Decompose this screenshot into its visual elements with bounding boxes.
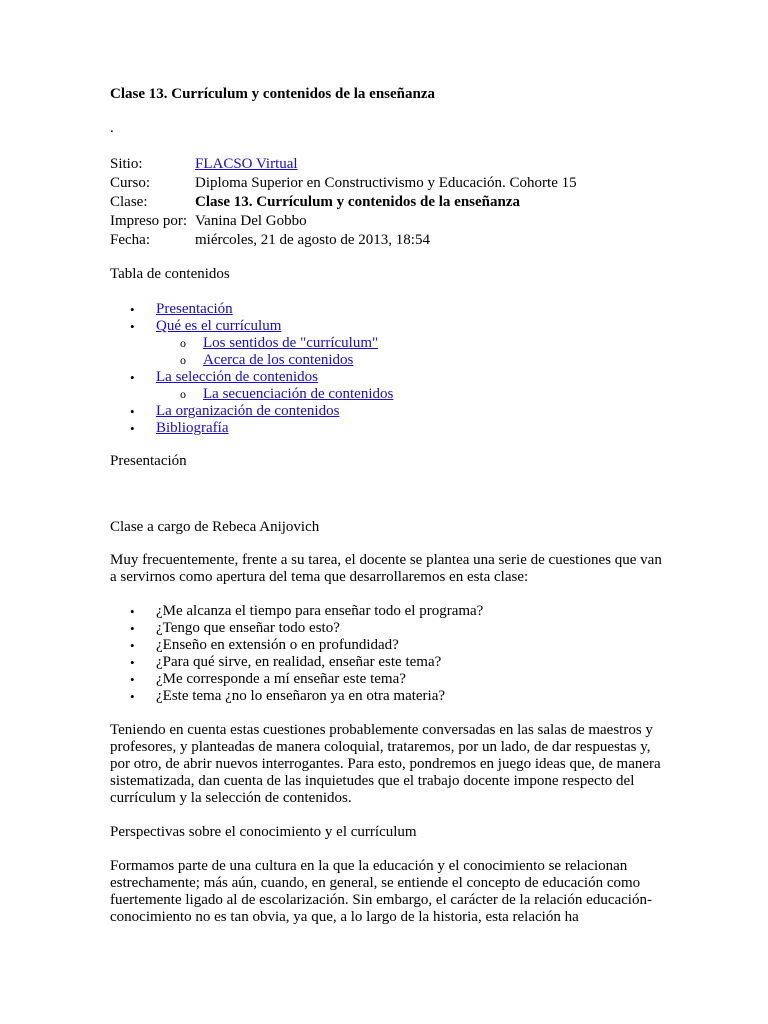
toc-link-que-es-el-curriculum[interactable]: Qué es el currículum: [156, 318, 282, 334]
meta-value: Diploma Superior en Constructivismo y Educación. Cohorte 15: [195, 175, 577, 191]
meta-value: [195, 155, 577, 174]
toc-item: [110, 403, 670, 420]
meta-row-fecha: [110, 231, 577, 250]
list-item: • ¿Tengo que enseñar todo esto?: [110, 620, 670, 637]
toc-heading: Tabla de contenidos: [110, 266, 230, 282]
toc-link-bibliografia[interactable]: Bibliografía: [156, 420, 229, 436]
list-item: • ¿Enseño en extensión o en profundidad?: [110, 637, 670, 654]
meta-key: Clase:: [110, 194, 148, 210]
section-heading-presentacion: Presentación: [110, 453, 187, 469]
meta-row-clase: [110, 193, 577, 212]
intro-paragraph: Muy frecuentemente, frente a su tarea, el docente se plantea una serie de cuestiones que van a servirnos como apertura del tema que desarrollaremos en esta clase:: [110, 552, 662, 585]
toc-link-presentacion[interactable]: Presentación: [156, 301, 233, 317]
meta-key: Sitio:: [110, 156, 143, 172]
site-link[interactable]: FLACSO Virtual: [195, 156, 298, 172]
toc-link-los-sentidos[interactable]: Los sentidos de "currículum": [203, 335, 379, 351]
toc-item: [110, 318, 670, 335]
question-list: [110, 603, 670, 705]
meta-value: Clase 13. Currículum y contenidos de la enseñanza: [195, 194, 521, 210]
meta-key: Impreso por:: [110, 213, 188, 229]
toc-item: [110, 369, 670, 386]
toc-item: [110, 301, 670, 318]
list-item: • ¿Este tema ¿no lo enseñaron ya en otra materia?: [110, 688, 670, 705]
list-item: • ¿Para qué sirve, en realidad, enseñar este tema?: [110, 654, 670, 671]
toc-link-la-organizacion[interactable]: La organización de contenidos: [156, 403, 340, 419]
separator-dot: .: [110, 120, 114, 136]
meta-value: miércoles, 21 de agosto de 2013, 18:54: [195, 232, 430, 248]
body-paragraph: Teniendo en cuenta estas cuestiones probablemente conversadas en las salas de maestros y profesores, y planteadas de manera coloquial, trataremos, por un lado, de dar respuestas y, por otro, de abrir nuevos interrogantes. Para esto, pondremos en juego ideas que, de manera sistematizada, dan cuenta de las inquietudes que el trabajo docente impone respecto del currículum y la selección de contenidos.: [110, 722, 661, 806]
print-metadata-table: [110, 155, 577, 250]
meta-row-impreso: [110, 212, 577, 231]
document-title: Clase 13. Currículum y contenidos de la enseñanza: [110, 86, 436, 102]
document-page: [110, 84, 670, 926]
toc-link-acerca-de-los-contenidos[interactable]: Acerca de los contenidos: [203, 352, 354, 368]
toc-item: [110, 420, 670, 437]
list-item: • ¿Me corresponde a mí enseñar este tema?: [110, 671, 670, 688]
class-author-line: Clase a cargo de Rebeca Anijovich: [110, 519, 320, 535]
section-heading-perspectivas: Perspectivas sobre el conocimiento y el currículum: [110, 824, 417, 840]
meta-value: Vanina Del Gobbo: [195, 213, 307, 229]
list-item: • ¿Me alcanza el tiempo para enseñar todo el programa?: [110, 603, 670, 620]
meta-key: Curso:: [110, 175, 151, 191]
toc-subitem: [110, 352, 670, 369]
toc-subitem: [110, 386, 670, 403]
toc-link-la-seleccion[interactable]: La selección de contenidos: [156, 369, 319, 385]
meta-row-sitio: [110, 155, 577, 174]
table-of-contents: [110, 301, 670, 437]
toc-link-la-secuenciacion[interactable]: La secuenciación de contenidos: [203, 386, 394, 402]
meta-row-curso: [110, 174, 577, 193]
body-paragraph: Formamos parte de una cultura en la que la educación y el conocimiento se relacionan estrechamente; más aún, cuando, en general, se entiende el concepto de educación como fuertemente ligado al de escolarización. Sin embargo, el carácter de la relación educación-conocimiento no es tan obvia, ya que, a lo largo de la historia, esta relación ha: [110, 858, 652, 925]
toc-subitem: [110, 335, 670, 352]
meta-key: Fecha:: [110, 232, 150, 248]
